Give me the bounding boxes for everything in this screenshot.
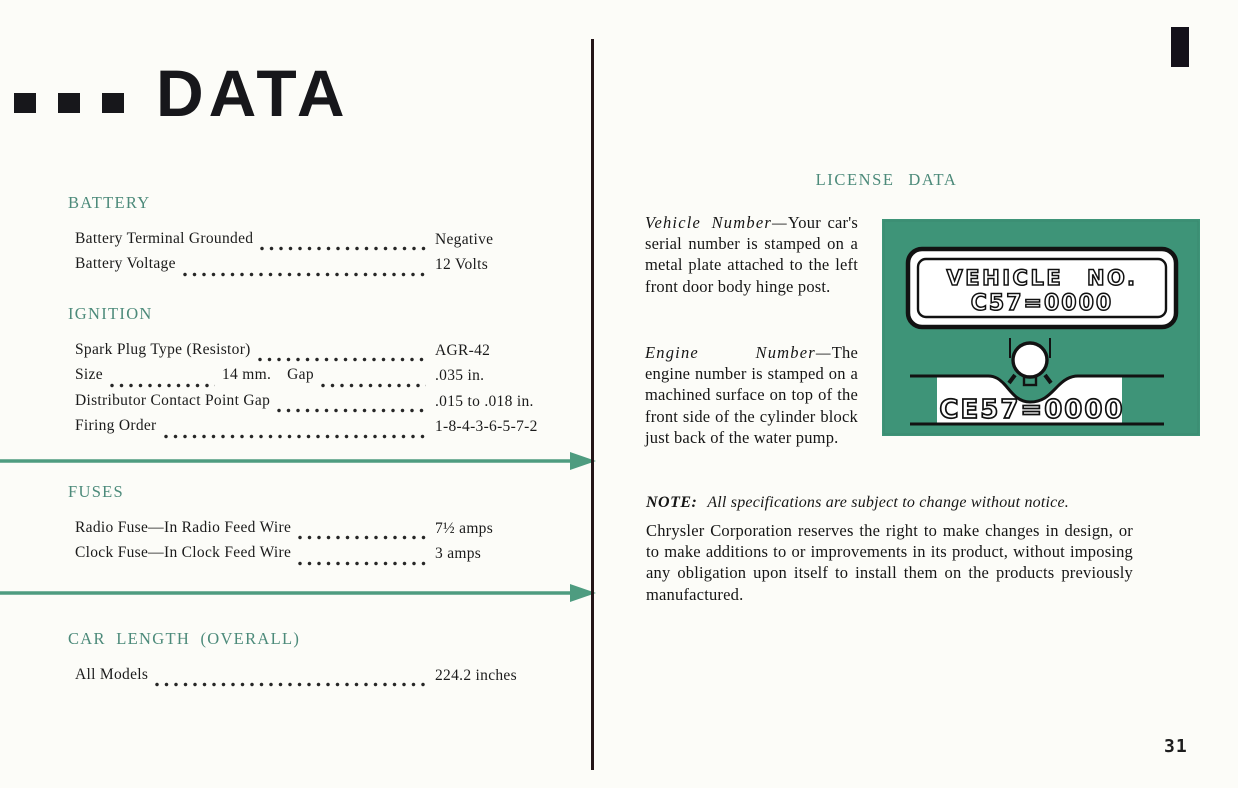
spec-label: Battery Voltage <box>75 255 176 273</box>
spec-value: 1-8-4-3-6-5-7-2 <box>435 418 538 436</box>
dot-leader <box>164 434 426 439</box>
dot-leader <box>183 272 426 277</box>
spec-value: Negative <box>435 231 494 248</box>
engine-number-paragraph: Engine Number—The engine number is stamped on a machined surface on top of the front side of the cylinder block just back of the water pump. <box>645 343 858 447</box>
spec-section <box>68 629 538 691</box>
spec-row <box>75 666 517 691</box>
spec-row <box>75 417 538 442</box>
spec-label: Firing Order <box>75 417 157 435</box>
license-data-heading: LICENSE DATA <box>815 170 958 189</box>
ellipsis-dots-icon <box>14 93 146 113</box>
vehicle-number-paragraph: Vehicle Number—Your car's serial number is stamped on a metal plate attached to the left front door body hinge post. <box>645 213 858 296</box>
spec-value: 12 Volts <box>435 256 489 274</box>
page-divider-rule <box>591 39 594 770</box>
paragraph-lead: Engine Number— <box>645 343 832 362</box>
note-label: NOTE: <box>646 494 698 511</box>
spec-row <box>75 519 494 544</box>
dot-leader <box>258 357 426 362</box>
spec-row <box>75 255 489 280</box>
dot-leader <box>298 535 426 540</box>
spec-value: .035 in. <box>435 367 485 385</box>
section-heading: FUSES <box>68 482 125 501</box>
spec-value: .015 to .018 in. <box>435 392 534 410</box>
spec-value: 224.2 inches <box>435 667 517 684</box>
dot-leader <box>298 561 426 566</box>
note-text: All specifications are subject to change without notice. <box>707 494 1069 511</box>
engine-number-stamp: CE57=0000 <box>939 395 1125 425</box>
spec-row <box>75 230 494 255</box>
section-heading: BATTERY <box>68 193 151 212</box>
spec-value: 3 amps <box>435 545 482 563</box>
disclaimer-paragraph: Chrysler Corporation reserves the right to make changes in design, or to make additions to or improvements in its product, without imposing any obligation upon itself to install them on the products previously manufactured. <box>646 521 1133 604</box>
spec-section <box>68 304 538 443</box>
page-title <box>14 56 350 130</box>
dot-leader <box>277 408 426 413</box>
spec-label: Gap <box>287 366 314 384</box>
spec-row <box>75 341 491 366</box>
dot-leader <box>155 682 426 687</box>
section-heading: CAR LENGTH (OVERALL) <box>68 629 301 648</box>
spec-row <box>75 391 534 417</box>
dot-leader <box>110 383 215 388</box>
note-line <box>646 494 1134 512</box>
spec-label: Spark Plug Type (Resistor) <box>75 341 251 358</box>
arrow-divider-bottom <box>0 581 600 605</box>
spec-value: AGR-42 <box>435 342 491 359</box>
page-number: 31 <box>1164 736 1188 757</box>
spec-label: Distributor Contact Point Gap <box>75 391 271 409</box>
arrow-divider-top <box>0 449 600 473</box>
license-plate-illustration <box>882 219 1200 436</box>
section-heading: IGNITION <box>68 304 153 323</box>
dot-leader <box>260 246 426 251</box>
spec-section <box>68 482 538 570</box>
spec-label: Battery Terminal Grounded <box>75 230 254 247</box>
spec-value: 7½ amps <box>435 520 494 537</box>
pump-fitting-icon <box>1013 343 1047 377</box>
vehicle-serial-number: C57=0000 <box>970 291 1114 316</box>
spec-label: Clock Fuse—In Clock Feed Wire <box>75 544 292 562</box>
vehicle-no-label: VEHICLE NO. <box>946 266 1138 290</box>
dot-leader <box>321 383 426 388</box>
spec-row <box>75 544 482 569</box>
spec-label: 14 mm. <box>222 366 272 384</box>
chapter-tab-mark <box>1171 27 1189 67</box>
page-title-text: DATA <box>156 56 350 130</box>
spec-label: Radio Fuse—In Radio Feed Wire <box>75 519 292 536</box>
spec-label: Size <box>75 366 103 384</box>
paragraph-lead: Vehicle Number— <box>645 213 788 232</box>
spec-section <box>68 193 538 281</box>
spec-label: All Models <box>75 666 149 683</box>
spec-row <box>75 366 485 391</box>
